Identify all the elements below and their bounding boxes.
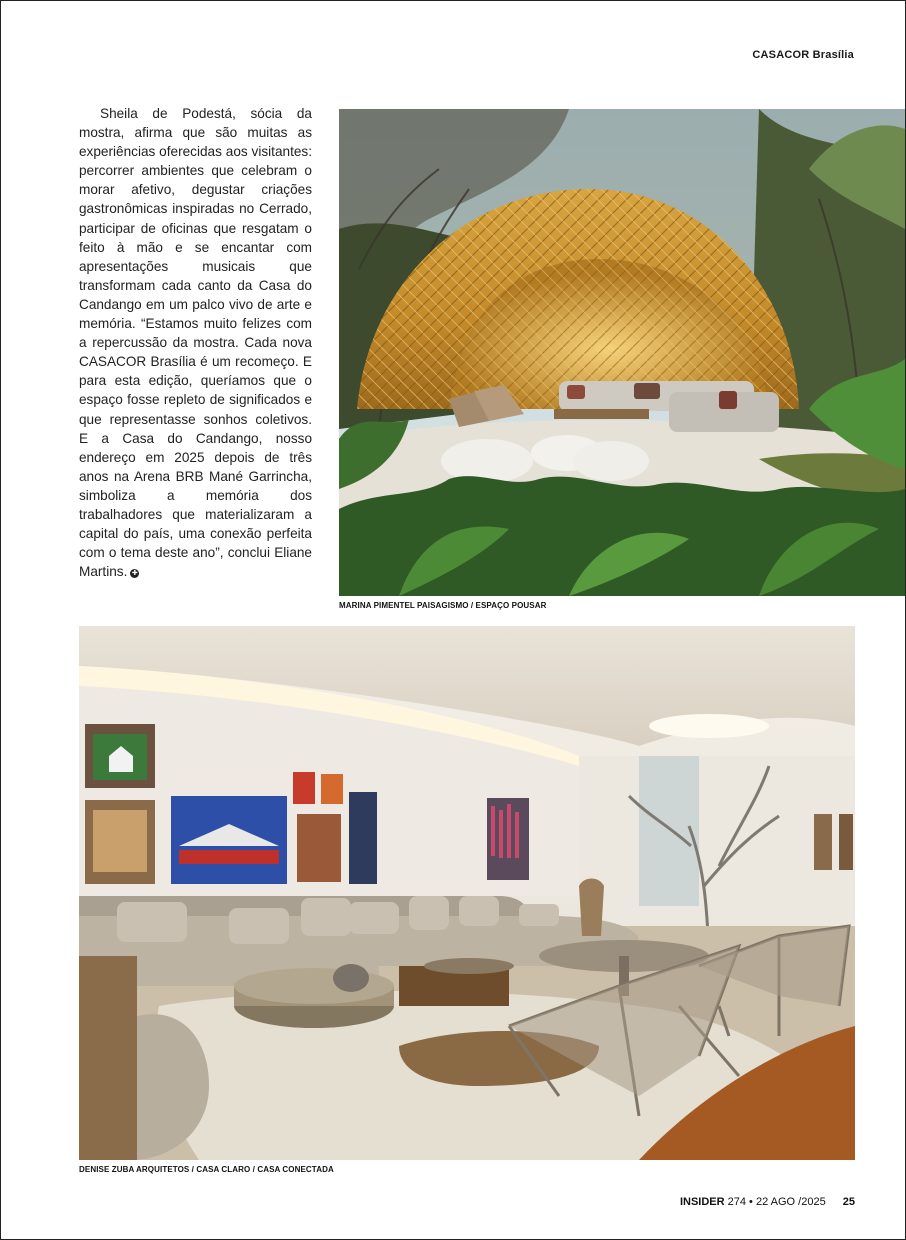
photo-pavilion [339, 109, 905, 596]
pavilion-illustration [339, 109, 905, 596]
living-room-illustration [79, 626, 855, 1160]
article-text: Sheila de Podestá, sócia da mostra, afirma que são muitas as experiências oferecidas aos visitantes: percorrer ambientes que celebram o morar afetivo, degustar criações gastronômicas inspiradas no Cerrado, participar de oficinas que resgatam o feito à mão e se encantar com apresentações musicais que transformam cada canto da Casa do Candango em um palco vivo de arte e memória. “Estamos muito felizes com a repercussão da mostra. Cada nova CASACOR Brasília é um recomeço. E para esta edição, queríamos que o espaço fosse repleto de significados e que representasse sonhos coletivos. E a Casa do Candango, nosso endereço em 2025 depois de três anos na Arena BRB Mané Garrincha, simboliza a memória dos trabalhadores que materializaram a capital do país, uma conexão perfeita com o tema deste ano”, conclui Eliane Martins. [79, 106, 312, 580]
article-paragraph [79, 104, 312, 581]
magazine-name: INSIDER [679, 1196, 725, 1208]
section-label: CASACOR Brasília [752, 49, 854, 61]
footer-separator: • [749, 1196, 753, 1208]
issue-date: 22 AGO /2025 [755, 1196, 826, 1208]
page-footer [680, 1196, 855, 1208]
page-number: 25 [842, 1196, 855, 1208]
issue-number: 274 [727, 1196, 746, 1208]
photo-living-room [79, 626, 855, 1160]
caption-pavilion: MARINA PIMENTEL PAISAGISMO / ESPAÇO POUSAR [339, 601, 547, 610]
end-mark-icon: ✚ [131, 570, 138, 578]
caption-living-room: DENISE ZUBA ARQUITETOS / CASA CLARO / CASA CONECTADA [79, 1165, 334, 1174]
